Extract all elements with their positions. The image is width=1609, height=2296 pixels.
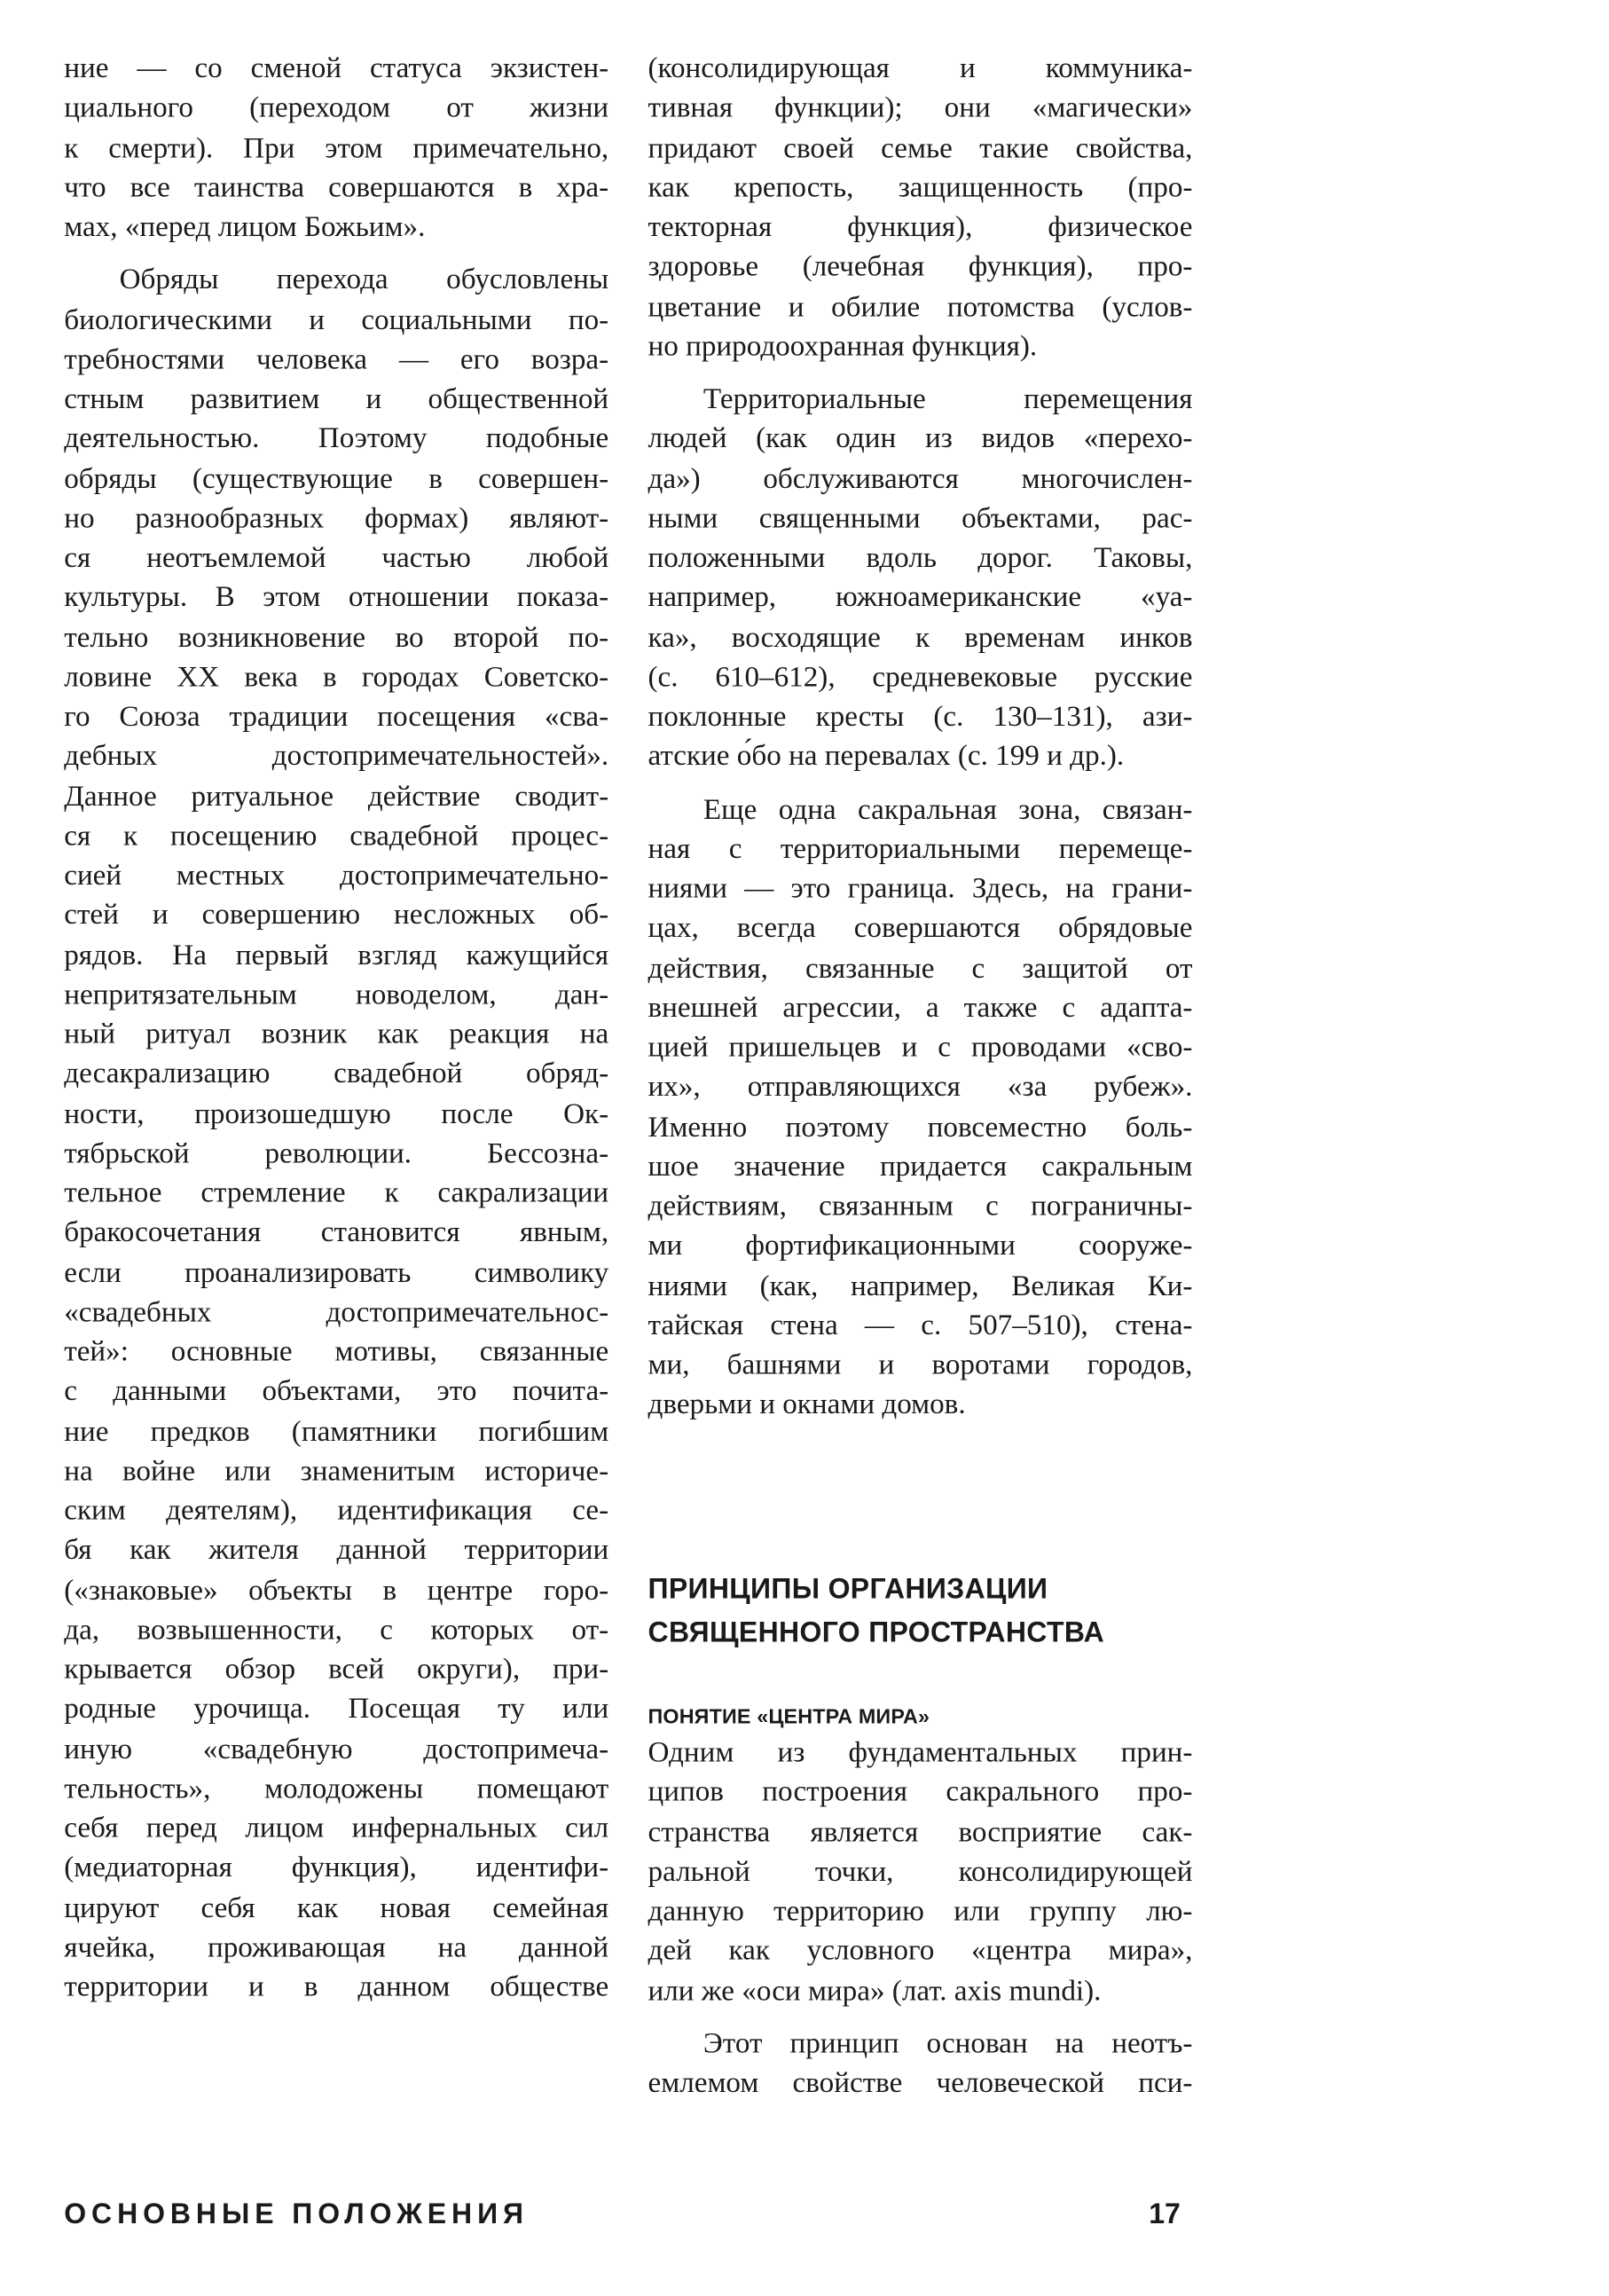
text-line: цией пришельцев и с проводами «сво- bbox=[648, 1031, 1193, 1064]
text-line: ся к посещению свадебной процес- bbox=[64, 820, 609, 853]
text-line: (с. 610–612), средневековые русские bbox=[648, 661, 1193, 694]
text-line: ная с территориальными перемеще- bbox=[648, 832, 1193, 865]
text-line: Территориальные перемещения bbox=[702, 382, 1193, 415]
subsection-heading: ПОНЯТИЕ «ЦЕНТРА МИРА» bbox=[648, 1705, 930, 1730]
text-line: культуры. В этом отношении показа- bbox=[64, 581, 609, 614]
text-line: ниями (как, например, Великая Ки- bbox=[648, 1270, 1193, 1302]
paragraph-gap bbox=[648, 2011, 1193, 2025]
text-line: если проанализировать символику bbox=[64, 1256, 609, 1289]
text-line: Этот принцип основан на неотъ- bbox=[702, 2027, 1193, 2060]
text-line: цах, всегда совершаются обрядовые bbox=[648, 912, 1193, 945]
text-line: «свадебных достопримечательнос- bbox=[64, 1296, 609, 1329]
text-line: да») обслуживаются многочислен- bbox=[648, 462, 1193, 495]
text-line: здоровье (лечебная функция), про- bbox=[648, 250, 1193, 283]
text-line: на войне или знаменитым историче- bbox=[64, 1455, 609, 1488]
right-text-column bbox=[648, 50, 1193, 1426]
text-line: положенными вдоль дорог. Таковы, bbox=[648, 541, 1193, 574]
text-line: ный ритуал возник как реакция на bbox=[64, 1018, 609, 1050]
text-line: данную территорию или группу лю- bbox=[648, 1895, 1193, 1928]
text-line: родные урочища. Посещая ту или bbox=[64, 1693, 609, 1726]
text-line: ральной точки, консолидирующей bbox=[648, 1855, 1193, 1888]
text-line: цветание и обилие потомства (услов- bbox=[648, 290, 1193, 323]
text-line: сией местных достопримечательно- bbox=[64, 859, 609, 892]
text-line: бя как жителя данной территории bbox=[64, 1534, 609, 1567]
text-line: ние — со сменой статуса экзистен- bbox=[64, 52, 609, 85]
text-line: например, южноамериканские «уа- bbox=[648, 581, 1193, 614]
text-line: тельно возникновение во второй по- bbox=[64, 621, 609, 654]
text-line: тябрьской революции. Бессозна- bbox=[64, 1137, 609, 1170]
text-line: (медиаторная функция), идентифи- bbox=[64, 1852, 609, 1884]
section-heading-line-2: СВЯЩЕННОГО ПРОСТРАНСТВА bbox=[648, 1616, 1105, 1649]
text-line: их», отправляющихся «за рубеж». bbox=[648, 1071, 1193, 1104]
text-line: дей как условного «центра мира», bbox=[648, 1935, 1193, 1968]
text-line: стей и совершению несложных об- bbox=[64, 899, 609, 932]
text-line: или же «оси мира» (лат. axis mundi). bbox=[648, 1974, 1102, 2007]
text-line: тельность», молодожены помещают bbox=[64, 1773, 609, 1805]
text-line: бракосочетания становится явным, bbox=[64, 1216, 609, 1249]
text-line: ка», восходящие к временам инков bbox=[648, 621, 1193, 654]
text-line: атские о́бо на перевалах (с. 199 и др.). bbox=[648, 740, 1125, 773]
text-line: ности, произошедшую после Ок- bbox=[64, 1097, 609, 1130]
section-body bbox=[648, 1734, 1193, 2104]
text-line: го Союза традиции посещения «сва- bbox=[64, 700, 609, 733]
text-line: мах, «перед лицом Божьим». bbox=[64, 211, 426, 244]
text-line: поклонные кресты (с. 130–131), ази- bbox=[648, 700, 1193, 733]
text-line: ципов построения сакрального про- bbox=[648, 1776, 1193, 1809]
text-line: деятельностью. Поэтому подобные bbox=[64, 422, 609, 455]
text-line: тельное стремление к сакрализации bbox=[64, 1176, 609, 1209]
left-text-column bbox=[64, 50, 608, 2008]
text-line: себя перед лицом инфернальных сил bbox=[64, 1812, 609, 1844]
paragraph-gap bbox=[648, 367, 1193, 381]
text-line: ние предков (памятники погибшим bbox=[64, 1415, 609, 1448]
section-heading bbox=[648, 1568, 1260, 1655]
text-line: Еще одна сакральная зона, связан- bbox=[702, 793, 1193, 826]
text-line: ниями — это граница. Здесь, на грани- bbox=[648, 872, 1193, 905]
text-line: Именно поэтому повсеместно боль- bbox=[648, 1111, 1193, 1144]
text-line: десакрализацию свадебной обряд- bbox=[64, 1058, 609, 1090]
text-line: ся неотъемлемой частью любой bbox=[64, 541, 609, 574]
text-line: текторная функция), физическое bbox=[648, 211, 1193, 244]
text-line: требностями человека — его возра- bbox=[64, 343, 609, 376]
text-line: (консолидирующая и коммуника- bbox=[648, 52, 1193, 85]
text-line: но разнообразных формах) являют- bbox=[64, 502, 609, 535]
text-line: ми, башнями и воротами городов, bbox=[648, 1349, 1193, 1381]
text-line: действия, связанные с защитой от bbox=[648, 952, 1193, 985]
text-line: ским деятелям), идентификация се- bbox=[64, 1494, 609, 1527]
text-line: ячейка, проживающая на данной bbox=[64, 1931, 609, 1964]
text-line: да, возвышенности, с которых от- bbox=[64, 1614, 609, 1647]
text-line: ными священными объектами, рас- bbox=[648, 502, 1193, 535]
text-line: биологическими и социальными по- bbox=[64, 303, 609, 336]
running-title: ОСНОВНЫЕ ПОЛОЖЕНИЯ bbox=[64, 2198, 529, 2231]
text-line: Данное ритуальное действие сводит- bbox=[64, 780, 609, 813]
text-line: крывается обзор всей округи), при- bbox=[64, 1653, 609, 1686]
text-line: странства является восприятие сак- bbox=[648, 1815, 1193, 1849]
text-line: тайская стена — с. 507–510), стена- bbox=[648, 1309, 1193, 1341]
text-line: придают своей семье такие свойства, bbox=[648, 131, 1193, 164]
text-line: ловине XX века в городах Советско- bbox=[64, 661, 609, 694]
text-line: рядов. На первый взгляд кажущийся bbox=[64, 939, 609, 971]
text-line: с данными объектами, это почита- bbox=[64, 1375, 609, 1408]
text-line: но природоохранная функция). bbox=[648, 330, 1038, 363]
text-line: людей (как один из видов «перехо- bbox=[648, 422, 1193, 455]
text-line: тей»: основные мотивы, связанные bbox=[64, 1335, 609, 1368]
text-line: обряды (существующие в совершен- bbox=[64, 462, 609, 495]
text-line: тивная функции); они «магически» bbox=[648, 91, 1193, 124]
text-line: дверьми и окнами домов. bbox=[648, 1388, 966, 1421]
text-line: что все таинства совершаются в хра- bbox=[64, 171, 609, 204]
text-line: иную «свадебную достопримеча- bbox=[64, 1733, 609, 1765]
text-line: дебных достопримечательностей». bbox=[64, 740, 609, 773]
text-line: внешней агрессии, а также с адапта- bbox=[648, 991, 1193, 1024]
text-line: емлемом свойстве человеческой пси- bbox=[648, 2067, 1193, 2100]
text-line: ми фортификационными сооруже- bbox=[648, 1230, 1193, 1262]
text-line: цируют себя как новая семейная bbox=[64, 1891, 609, 1924]
page-number: 17 bbox=[1149, 2198, 1181, 2231]
text-line: стным развитием и общественной bbox=[64, 382, 609, 415]
section-heading-line-1: ПРИНЦИПЫ ОРГАНИЗАЦИИ bbox=[648, 1573, 1048, 1606]
text-line: непритязательным новоделом, дан- bbox=[64, 979, 609, 1011]
text-line: к смерти). При этом примечательно, bbox=[64, 131, 609, 164]
text-line: циального (переходом от жизни bbox=[64, 91, 609, 124]
text-line: Обряды перехода обусловлены bbox=[119, 263, 609, 296]
text-line: действиям, связанным с пограничны- bbox=[648, 1190, 1193, 1223]
text-line: как крепость, защищенность (про- bbox=[648, 171, 1193, 204]
text-line: шое значение придается сакральным bbox=[648, 1150, 1193, 1183]
text-line: территории и в данном обществе bbox=[64, 1970, 609, 2003]
paragraph-gap bbox=[64, 248, 608, 262]
paragraph-gap bbox=[648, 777, 1193, 790]
text-line: Одним из фундаментальных прин- bbox=[648, 1736, 1193, 1769]
text-line: («знаковые» объекты в центре горо- bbox=[64, 1574, 609, 1607]
